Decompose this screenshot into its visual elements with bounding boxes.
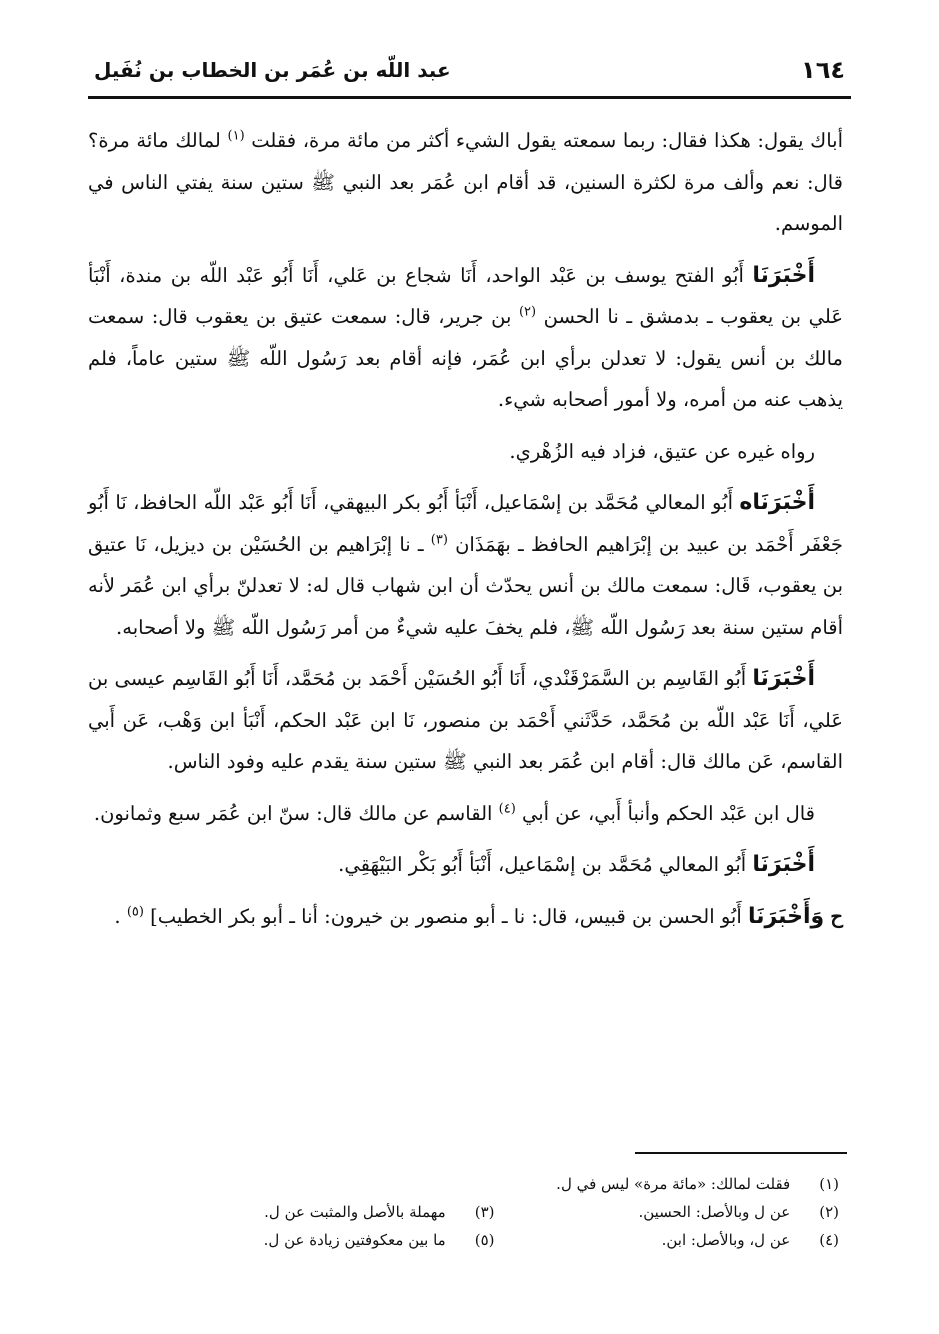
paragraph-text: أَبُو المعالي مُحَمَّد بن إسْمَاعيل، أَنْبَأ أَبُو بكر البيهقي، أَنَا أَبُو عَبْد اللّه الحافظ، نَا أَبُو جَعْفَر أَحْمَد بن عبيد بن إبْرَاهيم الحافظ ـ بهَمَذَان bbox=[88, 491, 843, 556]
footnote-text: عن ل، وبالأصل: ابن. bbox=[661, 1231, 791, 1249]
footnote bbox=[495, 1170, 840, 1198]
footnote-text: مهملة بالأصل والمثبت عن ل. bbox=[264, 1203, 446, 1221]
footnote-number: (٢) bbox=[819, 1203, 839, 1221]
footnote-number: (٥) bbox=[474, 1231, 495, 1249]
footnote-ref: (٤) bbox=[498, 801, 516, 816]
keyword: وَأَخْبَرَنَا bbox=[747, 903, 825, 929]
footnote bbox=[150, 1226, 495, 1254]
paragraph bbox=[88, 255, 843, 421]
footnotes bbox=[150, 1170, 839, 1254]
paragraph bbox=[88, 120, 843, 245]
keyword: أَخْبَرَنَا bbox=[752, 262, 815, 288]
footnote-row bbox=[150, 1198, 839, 1226]
footnote-number: (١) bbox=[819, 1175, 839, 1193]
footnote-ref: (١) bbox=[227, 128, 245, 144]
footnote-ref: (٢) bbox=[518, 304, 537, 320]
running-title: عبد اللّه بن عُمَر بن الخطاب بن نُفَيل bbox=[94, 58, 451, 82]
paragraph-text: . bbox=[114, 904, 121, 928]
paragraph bbox=[88, 793, 843, 835]
page-header bbox=[88, 50, 851, 99]
paragraph-text: أَبُو القَاسِم بن السَّمَرْقَنْدي، أَنَا أَبُو الحُسَيْن أَحْمَد بن مُحَمَّد، أَنَا أَبُو القَاسِم عيسى بن عَلي، أَنَا عَبْد اللّه بن مُحَمَّد، حَدَّثَني أَحْمَد بن منصور، نَا ابن عَبْد الحكم، أَنْبَأ ابن وَهْب، عَن أَبي القاسم، عَن مالك قال: أقام ابن عُمَر بعد النبي ﷺ ستين سنة يقدم عليه وفود الناس. bbox=[88, 667, 843, 773]
footnote-separator bbox=[635, 1152, 847, 1154]
paragraph-text: لمالك مائة مرة؟ قال: نعم وألف مرة لكثرة السنين، قد أقام ابن عُمَر بعد النبي ﷺ ستين سنة يفتي الناس في الموسم. bbox=[88, 129, 843, 235]
paragraph-text: بن جرير، قال: سمعت عتيق بن يعقوب قال: سمعت مالك بن أنس يقول: لا تعدلن برأي ابن عُمَر، فإنه أقام بعد رَسُول اللّه ﷺ ستين عاماً، فلم يذهب عنه من أمره، ولا أمور أصحابه شيء. bbox=[88, 305, 843, 411]
paragraph-text: أَبُو المعالي مُحَمَّد بن إسْمَاعيل، أَنْبَأ أَبُو بَكْر البَيْهَقِي. bbox=[338, 853, 747, 876]
footnote bbox=[495, 1226, 840, 1254]
paragraph-text: قال ابن عَبْد الحكم وأنبأ أَبي، عن أبي bbox=[521, 801, 815, 825]
paragraph-text: ـ نا إبْرَاهيم بن الحُسَيْن بن ديزيل، نَا عتيق بن يعقوب، قَال: سمعت مالك بن أنس يحدّث أن ابن شهاب قال له: لا تعدلنّ برأي ابن عُمَر لأنه أقام ستين سنة بعد رَسُول اللّه ﷺ، فلم يخفَ عليه شيءٌ من أمر رَسُول اللّه ﷺ ولا أصحابه. bbox=[88, 532, 843, 639]
footnote-empty bbox=[150, 1170, 495, 1198]
footnote-number: (٤) bbox=[819, 1231, 839, 1249]
paragraph bbox=[88, 431, 843, 473]
keyword: أَخْبَرَنَا bbox=[752, 666, 815, 691]
paragraph-text: أباك يقول: هكذا فقال: ربما سمعته يقول الشيء أكثر من مائة مرة، فقلت bbox=[251, 129, 844, 152]
footnote-ref: (٥) bbox=[126, 904, 144, 919]
footnote bbox=[495, 1198, 840, 1226]
keyword: أَخْبَرَنَا bbox=[752, 852, 815, 877]
footnote-row bbox=[150, 1226, 839, 1254]
footnote-text: ما بين معكوفتين زيادة عن ل. bbox=[263, 1231, 446, 1249]
main-text bbox=[88, 120, 843, 947]
paragraph bbox=[88, 658, 843, 783]
keyword: أَخْبَرَنَاه bbox=[739, 490, 815, 515]
footnote-row bbox=[150, 1170, 839, 1198]
footnote-text: عن ل وبالأصل: الحسين. bbox=[638, 1203, 791, 1221]
paragraph-text: أَبُو الحسن بن قبيس، قال: نا ـ أبو منصور بن خيرون: أنا ـ أبو بكر الخطيب] bbox=[150, 904, 742, 928]
footnote-number: (٣) bbox=[474, 1203, 495, 1221]
page-number: ١٦٤ bbox=[801, 56, 845, 84]
paragraph bbox=[88, 896, 843, 938]
paragraph bbox=[88, 482, 843, 648]
paragraph-text: أَبُو الفتح يوسف بن عَبْد الواحد، أَنَا شجاع بن عَلي، أَنَا أَبُو عَبْد اللّه بن مندة، أَنْبَأ عَلي بن يعقوب ـ بدمشق ـ نا الحسن bbox=[88, 263, 844, 328]
paragraph-text: القاسم عن مالك قال: سنّ ابن عُمَر سبع وثمانون. bbox=[93, 801, 493, 825]
footnote-ref: (٣) bbox=[430, 532, 448, 547]
marker: ح bbox=[830, 904, 843, 928]
paragraph-text: رواه غيره عن عتيق، فزاد فيه الزُهْري. bbox=[509, 439, 815, 463]
paragraph bbox=[88, 844, 843, 886]
footnote-text: فقلت لمالك: «مائة مرة» ليس في ل. bbox=[556, 1175, 791, 1193]
footnote bbox=[150, 1198, 495, 1226]
